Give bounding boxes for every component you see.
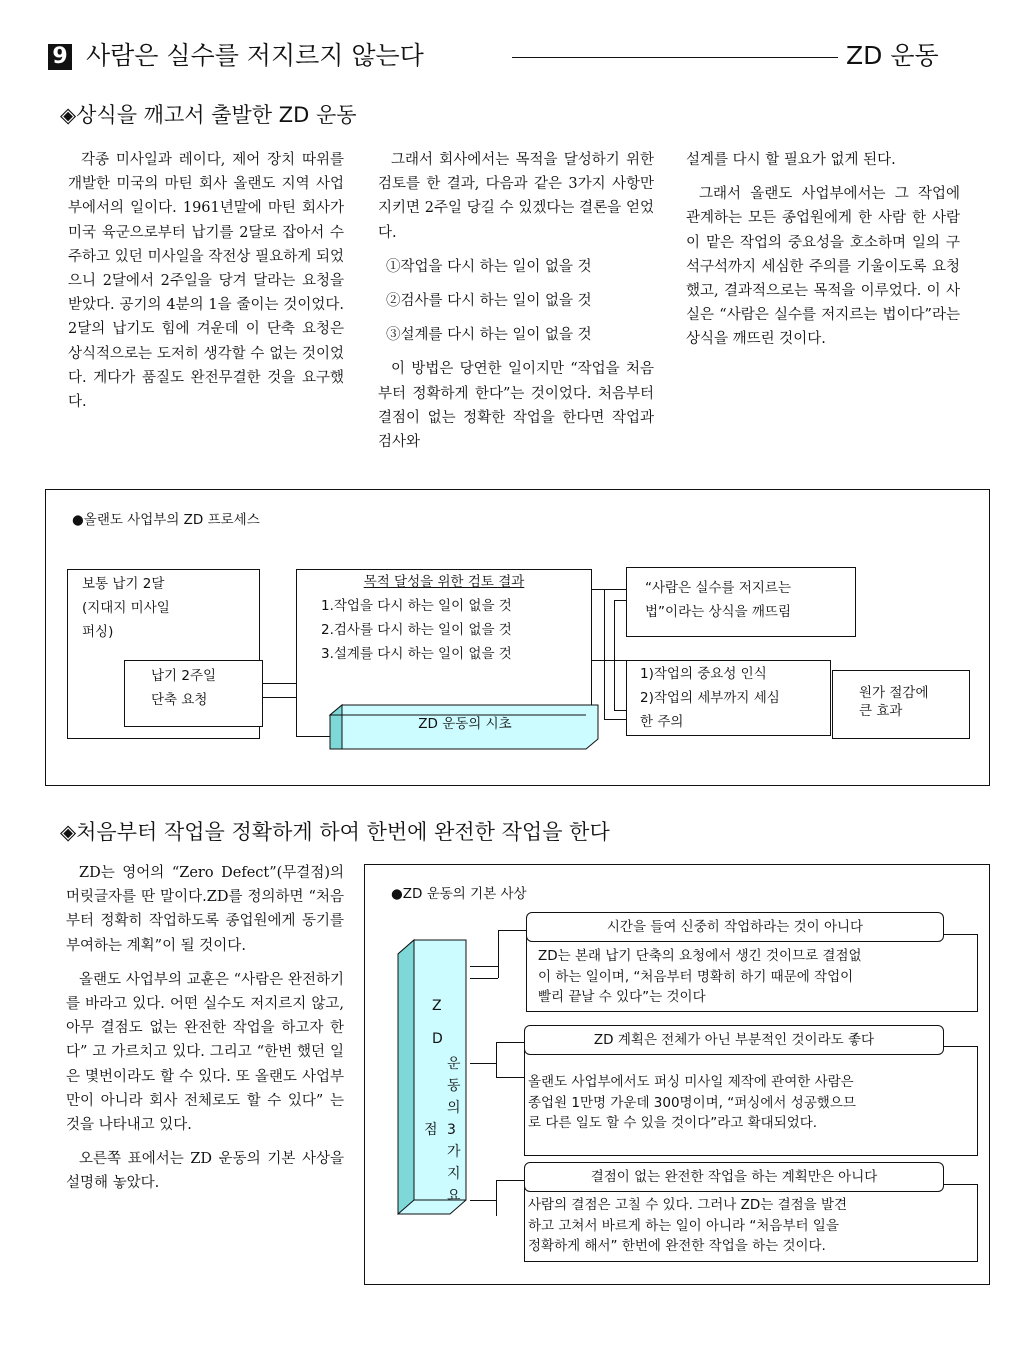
point3-body xyxy=(528,1195,847,1257)
paragraph: 이 방법은 당연한 일이지만 “작업을 처음부터 정확하게 한다”는 것이었다. 처음부터 결점이 없는 정확한 작업을 한다면 작업과 검사와 xyxy=(378,361,654,451)
connector xyxy=(263,683,296,684)
box-line: 2)작업의 세부까지 세심 xyxy=(640,690,780,706)
connector xyxy=(592,589,604,590)
diagram1-caption: ●올랜도 사업부의 ZD 프로세스 xyxy=(72,512,260,528)
body-line: 올랜도 사업부에서도 퍼싱 미사일 제작에 관여한 사람은 xyxy=(528,1074,854,1090)
point3-title-box: 결점이 없는 완전한 작업을 하는 계획만은 아니다 xyxy=(524,1162,944,1192)
section1-column-2 xyxy=(378,148,654,464)
connector xyxy=(263,697,296,698)
paragraph: 각종 미사일과 레이다, 제어 장치 따위를 개발한 미국의 마틴 회사 올랜도 지역 사업부에서의 일이다. 1961년말에 마틴 회사가 미국 육군으로부터 납기를 2달로 잡아서 수주하고 있던 미사일을 작전상 필요하게 되었으니 2달에서 2주일을 당겨 달라는 요청을 받았다. 공기의 4분의 1을 줄이는 것이었다. 2달의 납기도 힘에 겨운데 이 단축 요청은 상식적으로는 도저히 생각할 수 없는 것이었다. 게다가 품질도 완전무결한 것을 요구했다. xyxy=(68,152,344,411)
title-rule xyxy=(512,57,838,58)
body-line: 정확하게 해서” 한번에 완전한 작업을 하는 것이다. xyxy=(528,1238,826,1254)
list-item: ②검사를 다시 하는 일이 없을 것 xyxy=(386,293,592,310)
page-topic: ZD 운동 xyxy=(846,41,939,70)
point1-body xyxy=(538,946,862,1008)
bar-side xyxy=(330,715,342,749)
bar-top xyxy=(330,705,342,715)
connector xyxy=(614,600,626,601)
box-line: 1.작업을 다시 하는 일이 없을 것 xyxy=(321,598,512,614)
pillar-text: 요 xyxy=(447,1188,461,1204)
paragraph: 그래서 회사에서는 목적을 달성하기 위한 검토를 한 결과, 다음과 같은 3가지 사항만 지키면 2주일 당길 수 있겠다는 결론을 얻었다. xyxy=(378,152,654,241)
body-line: ZD는 본래 납기 단축의 요청에서 생긴 것이므로 결점없 xyxy=(538,948,862,964)
body-line: 이 하는 일이며, “처음부터 명확히 하기 때문에 작업이 xyxy=(538,968,854,985)
box-line: 1)작업의 중요성 인식 xyxy=(640,666,767,682)
paragraph: 오른쪽 표에서는 ZD 운동의 기본 사상을 설명해 놓았다. xyxy=(66,1151,344,1192)
diagram2-caption: ●ZD 운동의 기본 사상 xyxy=(391,886,527,902)
shortening-request-box xyxy=(124,660,263,727)
connector xyxy=(604,719,626,720)
body-line: 사람의 결점은 고칠 수 있다. 그러나 ZD는 결점을 발견 xyxy=(528,1197,848,1213)
connector xyxy=(604,589,605,719)
connector xyxy=(496,1077,524,1078)
connector xyxy=(614,710,626,711)
connector xyxy=(614,600,615,710)
body-line: 로 다른 일도 할 수 있을 것이다”라고 확대되었다. xyxy=(528,1115,818,1131)
connector xyxy=(592,660,626,661)
pillar-text: 의 xyxy=(447,1100,461,1116)
paragraph: 설계를 다시 할 필요가 없게 된다. xyxy=(686,152,896,168)
connector xyxy=(498,930,499,978)
connector xyxy=(604,589,626,590)
pillar-text: 점 xyxy=(424,1122,438,1138)
paragraph: 올랜도 사업부의 교훈은 “사람은 완전하기를 바라고 있다. 어떤 실수도 저지르지 않고, 아무 결점도 없는 완전한 작업을 하고자 한다” 고 가르치고 있다. 그리고 “한번 했던 일은 몇번이라도 할 수 있다. 또 올랜도 사업부만이 아니라 회사 전체로도 할 수 있다” 는 것을 나타내고 있다. xyxy=(66,971,344,1134)
connector xyxy=(470,1063,496,1064)
connector xyxy=(496,1042,524,1043)
paragraph: ZD는 영어의 “Zero Defect”(무결점)의 머릿글자를 딴 말이다.ZD를 정의하면 “처음부터 정확히 작업하도록 종업원에게 동기를 부여하는 계획”이 될 것이다. xyxy=(66,865,344,954)
body-line: 하고 고쳐서 바르게 하는 일이 아니라 “처음부터 일을 xyxy=(528,1217,839,1234)
point1-title-box: 시간을 들여 신중히 작업하라는 것이 아니다 xyxy=(526,912,944,942)
pillar-text-d: D xyxy=(432,1031,443,1047)
connector xyxy=(470,966,498,967)
connector xyxy=(496,1180,497,1216)
connector xyxy=(498,930,526,931)
box-line: 단축 요청 xyxy=(151,692,208,708)
box-line: 납기 2주일 xyxy=(151,668,217,684)
box-line: 보통 납기 2달 xyxy=(82,576,165,592)
section2-column xyxy=(66,861,344,1206)
box-line: 3.설계를 다시 하는 일이 없을 것 xyxy=(321,646,512,662)
pillar-text: 운 xyxy=(447,1056,461,1072)
section1-column-3 xyxy=(686,148,960,362)
box-line: 원가 절감에 xyxy=(859,685,929,701)
connector xyxy=(496,1180,524,1181)
pillar-side xyxy=(398,940,414,1214)
page-title: 사람은 실수를 저지르지 않는다 xyxy=(86,41,424,70)
pillar-text: 3 xyxy=(447,1122,456,1138)
list-item: ①작업을 다시 하는 일이 없을 것 xyxy=(386,258,592,275)
zd-origin-label: ZD 운동의 시초 xyxy=(418,716,512,732)
section2-heading: ◈처음부터 작업을 정확하게 하여 한번에 완전한 작업을 한다 xyxy=(60,820,610,844)
connector xyxy=(496,1042,497,1077)
body-line: 종업원 1만명 가운데 300명이며, “퍼싱에서 성공했으므 xyxy=(528,1094,856,1111)
cost-reduction-box xyxy=(832,670,970,739)
paragraph: 그래서 올랜도 사업부에서는 그 작업에 관계하는 모든 종업원에게 한 사람 한 사람이 맡은 작업의 중요성을 호소하며 일의 구석구석까지 세심한 주의를 기울이도록 요청했고, 결과적으로는 목적을 이루었다. 이 사실은 “사람은 실수를 저지르는 법이다”라는 상식을 깨뜨린 것이다. xyxy=(686,186,960,348)
box-line: 큰 효과 xyxy=(859,703,903,719)
box-line: 퍼싱) xyxy=(82,624,114,640)
pillar-text: 지 xyxy=(447,1166,461,1182)
point2-title-box: ZD 계획은 전체가 아닌 부분적인 것이라도 좋다 xyxy=(524,1025,944,1055)
point2-body xyxy=(528,1072,856,1134)
box-line: (지대지 미사일 xyxy=(82,600,170,616)
box-title: 목적 달성을 위한 검토 결과 xyxy=(363,574,525,590)
section1-column-1 xyxy=(68,148,344,424)
list-item: ③설계를 다시 하는 일이 없을 것 xyxy=(386,327,592,344)
box-line: 한 주의 xyxy=(640,714,684,730)
box-line: 법”이라는 상식을 깨뜨림 xyxy=(645,604,791,620)
connector xyxy=(470,1200,496,1201)
section1-heading: ◈상식을 깨고서 출발한 ZD 운동 xyxy=(60,103,357,127)
connector xyxy=(470,978,498,979)
body-line: 빨리 끝날 수 있다”는 것이다 xyxy=(538,989,706,1005)
box-line: 2.검사를 다시 하는 일이 없을 것 xyxy=(321,622,512,638)
awareness-box xyxy=(626,660,831,736)
pillar-text: 가 xyxy=(447,1144,461,1160)
box-line: “사람은 실수를 저지르는 xyxy=(645,580,791,596)
common-sense-box xyxy=(626,567,856,637)
pillar-text-z: Z xyxy=(432,998,442,1014)
section-number: 9 xyxy=(48,44,72,70)
pillar-text: 동 xyxy=(447,1078,461,1094)
